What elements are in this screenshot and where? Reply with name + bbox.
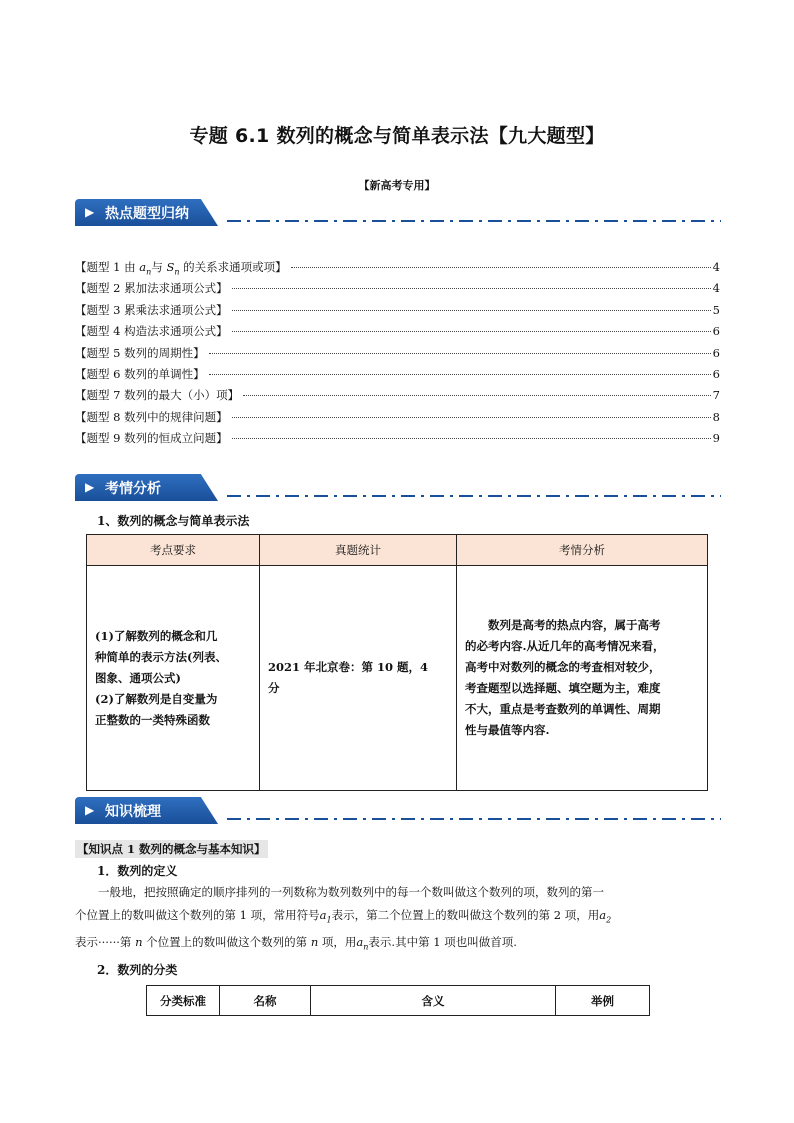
- toc-item-label: 【题型 3 累乘法求通项公式】: [75, 302, 228, 317]
- toc-item[interactable]: [75, 302, 720, 323]
- toc-leader-dots: [209, 374, 711, 375]
- banner-label: 热点题型归纳: [105, 206, 189, 222]
- table-header-row: [147, 986, 650, 1016]
- classification-heading: 2．数列的分类: [97, 963, 178, 977]
- toc-page-number: 4: [712, 281, 720, 296]
- toc-page-number: 8: [712, 409, 720, 424]
- notes-cell: 数列是高考的热点内容，属于高考 的必考内容.从近几年的高考情况来看， 高考中对数列的概念的考查相对较少， 考查题型以选择题、填空题为主，难度 不大，重点是考查数列的单调性、周期 性与最值等内容.: [457, 566, 708, 791]
- toc-item[interactable]: [75, 387, 720, 408]
- table-of-contents: [75, 259, 720, 452]
- table-header: 真题统计: [260, 535, 457, 566]
- toc-item-label: 【题型 5 数列的周期性】: [75, 345, 205, 360]
- table-header: 考情分析: [457, 535, 708, 566]
- toc-item[interactable]: [75, 280, 720, 301]
- toc-leader-dots: [232, 331, 711, 332]
- toc-item[interactable]: [75, 345, 720, 366]
- section-banner-analysis: [75, 474, 725, 506]
- table-header: 分类标准: [147, 986, 220, 1016]
- toc-page-number: 7: [712, 388, 720, 403]
- toc-leader-dots: [232, 417, 711, 418]
- toc-item-label: 【题型 6 数列的单调性】: [75, 366, 205, 381]
- toc-item[interactable]: [75, 430, 720, 451]
- analysis-table: [86, 534, 708, 791]
- toc-leader-dots: [209, 353, 711, 354]
- table-header: 含义: [311, 986, 556, 1016]
- table-header: 名称: [220, 986, 311, 1016]
- table-header-row: [87, 535, 708, 566]
- toc-item-label: 【题型 1 由 $a_n$与 $S_n$ 的关系求通项或项】: [75, 260, 287, 277]
- toc-page-number: 6: [712, 345, 720, 360]
- banner-dash-line: [227, 220, 721, 222]
- toc-page-number: 6: [712, 366, 720, 381]
- play-arrow-icon: ▶: [85, 803, 95, 817]
- stats-cell: 2021 年北京卷：第 10 题，4 分: [260, 566, 457, 791]
- toc-item[interactable]: [75, 259, 720, 280]
- classification-table: [146, 985, 650, 1016]
- toc-leader-dots: [243, 395, 711, 396]
- toc-page-number: 6: [712, 324, 720, 339]
- analysis-heading: 1、数列的概念与简单表示法: [97, 514, 250, 528]
- toc-leader-dots: [291, 267, 711, 268]
- section-banner-hot: [75, 199, 725, 231]
- table-header: 举例: [556, 986, 650, 1016]
- toc-item-label: 【题型 9 数列的恒成立问题】: [75, 431, 228, 446]
- play-arrow-icon: ▶: [85, 480, 95, 494]
- toc-item-label: 【题型 7 数列的最大（小）项】: [75, 388, 240, 403]
- toc-item-label: 【题型 4 构造法求通项公式】: [75, 324, 228, 339]
- toc-item[interactable]: [75, 323, 720, 344]
- page-subtitle: 【新高考专用】: [358, 179, 436, 192]
- definition-heading: 1．数列的定义: [97, 864, 178, 878]
- requirements-cell: (1)了解数列的概念和几 种简单的表示方法(列表、 图象、通项公式) (2)了解数列是自变量为 正整数的一类特殊函数: [87, 566, 260, 791]
- banner-dash-line: [227, 818, 721, 820]
- toc-page-number: 9: [712, 431, 720, 446]
- toc-item-label: 【题型 2 累加法求通项公式】: [75, 281, 228, 296]
- knowledge-point-title: 【知识点 1 数列的概念与基本知识】: [77, 842, 266, 856]
- toc-page-number: 4: [712, 260, 720, 274]
- section-banner-knowledge: [75, 797, 725, 829]
- banner-label: 考情分析: [105, 481, 161, 497]
- toc-item[interactable]: [75, 366, 720, 387]
- toc-leader-dots: [232, 438, 711, 439]
- play-arrow-icon: ▶: [85, 205, 95, 219]
- definition-paragraph: 一般地，把按照确定的顺序排列的一列数称为数列数列中的每一个数叫做这个数列的项，数列的第一 个位置上的数叫做这个数列的第 1 项，常用符号$a_1$表示，第二个位置上的数叫做这个数列的第 2 项，用$a_2$ 表示······第 n 个位置上的数叫做这个数列的第 n 项，用$a_n$表示.其中第 1 项也叫做首项.: [75, 885, 612, 952]
- toc-item[interactable]: [75, 409, 720, 430]
- toc-leader-dots: [232, 310, 711, 311]
- banner-label: 知识梳理: [105, 804, 161, 820]
- banner-dash-line: [227, 495, 721, 497]
- toc-page-number: 5: [712, 302, 720, 317]
- toc-leader-dots: [232, 288, 711, 289]
- table-header: 考点要求: [87, 535, 260, 566]
- toc-item-label: 【题型 8 数列中的规律问题】: [75, 409, 228, 424]
- page-title: 专题 6.1 数列的概念与简单表示法【九大题型】: [189, 125, 605, 147]
- table-row: [87, 566, 708, 791]
